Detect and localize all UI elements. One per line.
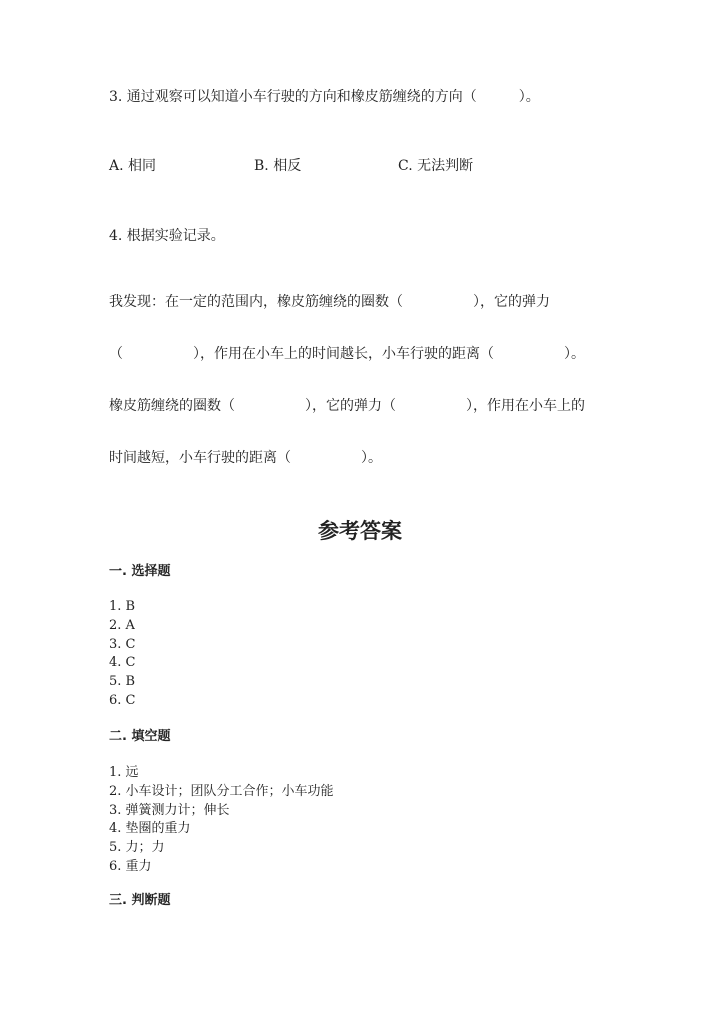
answer-item: 6. 重力 [109, 858, 152, 874]
question-4-paragraph-line: 时间越短，小车行驶的距离（ ）。 [109, 450, 382, 466]
answer-item: 4. C [109, 655, 136, 671]
answer-item: 2. A [109, 617, 135, 633]
option-a: A. 相同 [109, 158, 157, 174]
option-b: B. 相反 [254, 158, 302, 174]
question-4-paragraph-line: 我发现：在一定的范围内，橡皮筋缠绕的圈数（ ），它的弹力 [109, 294, 550, 310]
question-3-text: 3. 通过观察可以知道小车行驶的方向和橡皮筋缠绕的方向（ ）。 [109, 89, 540, 105]
answer-item: 5. B [109, 674, 136, 690]
section-heading-fill-blank: 二. 填空题 [109, 729, 171, 744]
answer-item: 1. 远 [109, 765, 139, 780]
question-4-text: 4. 根据实验记录。 [109, 228, 225, 244]
answer-item: 3. 弹簧测力计；伸长 [109, 802, 230, 818]
section-heading-choice: 一. 选择题 [109, 564, 171, 579]
answer-key-title: 参考答案 [318, 519, 402, 543]
answer-item: 3. C [109, 636, 136, 652]
question-4-paragraph-line: 橡皮筋缠绕的圈数（ ），它的弹力（ ），作用在小车上的 [109, 398, 585, 414]
answer-item: 6. C [109, 692, 136, 708]
answer-item: 4. 垫圈的重力 [109, 821, 191, 837]
answer-item: 2. 小车设计；团队分工合作；小车功能 [109, 783, 334, 799]
answer-item: 1. B [109, 599, 136, 614]
answer-item: 5. 力；力 [109, 840, 165, 856]
option-c: C. 无法判断 [398, 158, 474, 174]
question-4-paragraph-line: （ ），作用在小车上的时间越长，小车行驶的距离（ ）。 [109, 346, 585, 362]
section-heading-true-false: 三. 判断题 [109, 893, 171, 908]
answer-list-choice [109, 598, 135, 711]
answer-list-fill-blank [109, 764, 334, 877]
